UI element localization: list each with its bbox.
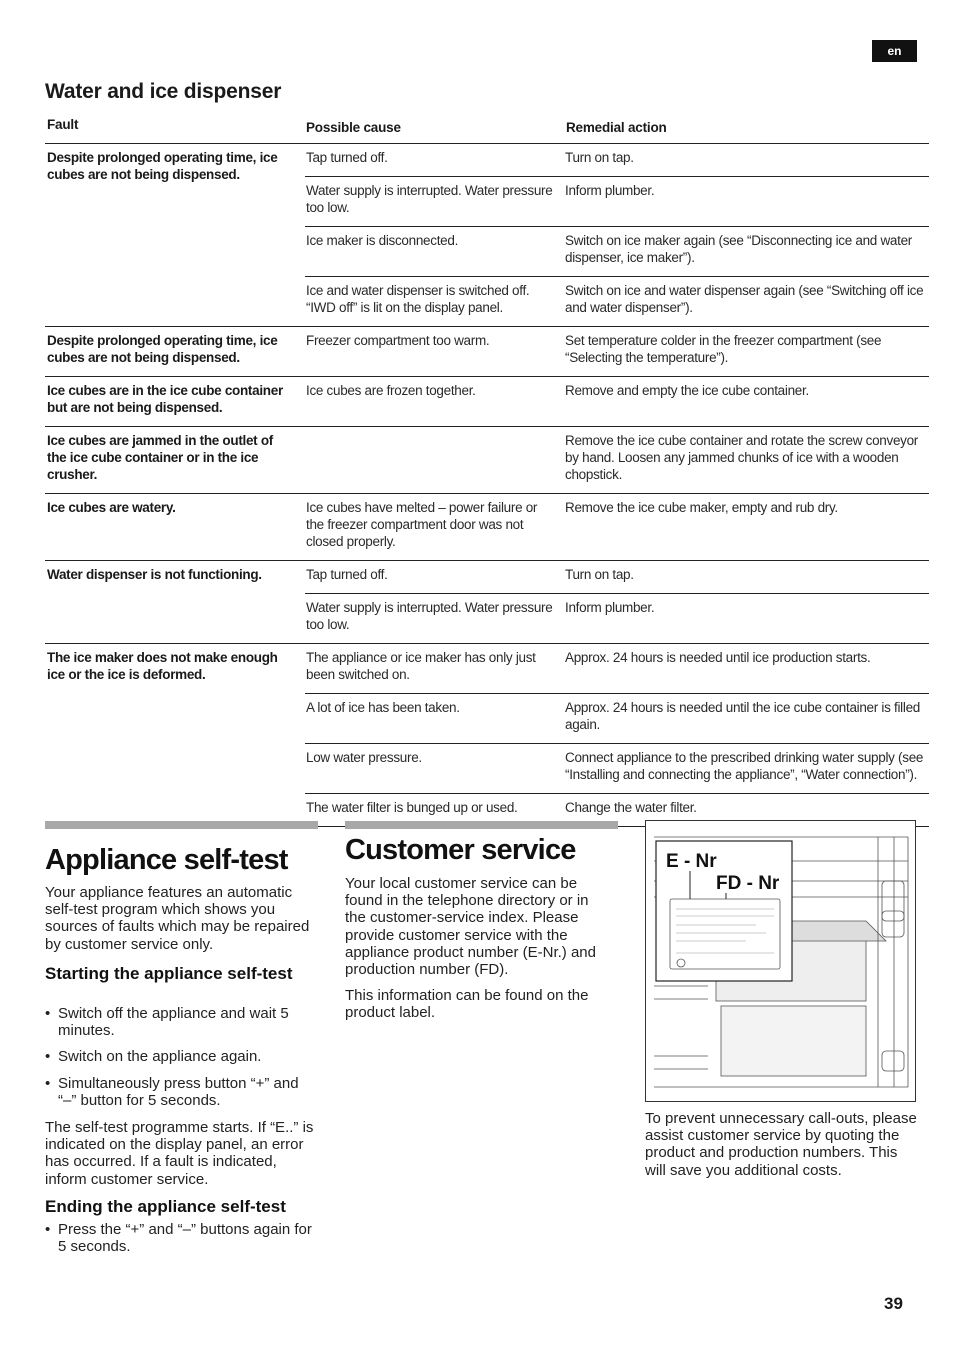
cause-cell: Water supply is interrupted. Water pressure too low. <box>306 183 553 215</box>
table-row <box>305 427 929 493</box>
fault-group <box>45 427 929 494</box>
table-row <box>305 743 929 793</box>
header-action: Remedial action <box>566 120 667 135</box>
cause-cell: The water filter is bunged up or used. <box>306 800 518 815</box>
table-row <box>305 327 929 376</box>
action-cell: Change the water filter. <box>565 800 697 815</box>
table-row <box>305 494 929 560</box>
cause-cell: Water supply is interrupted. Water pressure too low. <box>306 600 553 632</box>
section-bar-customer-service <box>345 821 618 829</box>
self-test-result-text: The self-test programme starts. If “E..” is indicated on the display panel, an error has occurred. If a fault is indicated, inform customer service. <box>45 1119 314 1188</box>
table-row <box>305 693 929 743</box>
cause-cell: The appliance or ice maker has only just been switched on. <box>306 650 536 682</box>
fault-cell: Ice cubes are watery. <box>47 500 176 515</box>
fault-cell: Water dispenser is not functioning. <box>47 567 262 582</box>
table-row <box>305 644 929 693</box>
table-row <box>305 561 929 593</box>
action-cell: Turn on tap. <box>565 150 634 165</box>
fault-cell: Ice cubes are jammed in the outlet of the ice cube container or in the ice crusher. <box>47 433 273 482</box>
action-cell: Set temperature colder in the freezer compartment (see “Selecting the temperature”). <box>565 333 882 365</box>
list-item: • Switch on the appliance again. <box>45 1048 315 1065</box>
action-cell: Approx. 24 hours is needed until the ice cube container is filled again. <box>565 700 920 732</box>
customer-service-note: To prevent unnecessary call-outs, please assist customer service by quoting the product and production numbers. This will save you additional costs. <box>645 1110 917 1179</box>
action-cell: Remove the ice cube maker, empty and rub dry. <box>565 500 838 515</box>
table-row <box>305 593 929 643</box>
action-cell: Approx. 24 hours is needed until ice production starts. <box>565 650 871 665</box>
section-title-water-ice: Water and ice dispenser <box>45 80 282 103</box>
action-cell: Inform plumber. <box>565 600 655 615</box>
cause-cell <box>305 427 565 493</box>
customer-service-title: Customer service <box>345 834 576 866</box>
self-test-intro: Your appliance features an automatic self-test program which shows you sources of faults which may be repaired by customer service only. <box>45 884 310 953</box>
fault-cell: Ice cubes are in the ice cube container but are not being dispensed. <box>47 383 283 415</box>
customer-service-text: Your local customer service can be found in the telephone directory or in the customer-service index. Please provide customer service with the appliance product number (E-Nr.) and production number (FD). <box>345 875 596 979</box>
page-number: 39 <box>884 1294 903 1313</box>
table-row <box>305 226 929 276</box>
self-test-title: Appliance self-test <box>45 844 288 876</box>
cause-cell: Low water pressure. <box>306 750 422 765</box>
fault-group <box>45 644 929 827</box>
fault-table <box>45 115 929 827</box>
action-cell: Remove and empty the ice cube container. <box>565 383 809 398</box>
cause-cell: Ice cubes have melted – power failure or the freezer compartment door was not closed properly. <box>306 500 538 549</box>
label-enr: E - Nr <box>666 851 717 872</box>
fault-group <box>45 377 929 427</box>
cause-cell: Ice and water dispenser is switched off. “IWD off” is lit on the display panel. <box>306 283 530 315</box>
fridge-interior-drawing <box>646 821 916 1102</box>
table-row <box>305 276 929 326</box>
start-steps-list <box>45 1005 315 1118</box>
action-cell: Remove the ice cube container and rotate the screw conveyor by hand. Loosen any jammed chunks of ice with a wooden chopstick. <box>565 433 919 482</box>
action-cell: Switch on ice maker again (see “Disconnecting ice and water dispenser, ice maker”). <box>565 233 912 265</box>
fault-table-header <box>45 115 929 144</box>
language-badge: en <box>872 40 917 62</box>
fault-cell: Despite prolonged operating time, ice cubes are not being dispensed. <box>47 333 278 365</box>
fault-table-body <box>45 144 929 827</box>
list-item: • Switch off the appliance and wait 5 minutes. <box>45 1005 315 1039</box>
table-row <box>305 144 929 176</box>
cause-cell: Freezer compartment too warm. <box>306 333 490 348</box>
list-item: • Simultaneously press button “+” and “–” button for 5 seconds. <box>45 1075 315 1109</box>
fault-cell: The ice maker does not make enough ice or the ice is deformed. <box>47 650 278 682</box>
table-row <box>305 176 929 226</box>
section-bar-self-test <box>45 821 318 829</box>
action-cell: Inform plumber. <box>565 183 655 198</box>
end-self-test-heading: Ending the appliance self-test <box>45 1197 286 1216</box>
action-cell: Switch on ice and water dispenser again (see “Switching off ice and water dispenser”). <box>565 283 924 315</box>
fault-group <box>45 494 929 561</box>
label-fdnr: FD - Nr <box>716 873 780 894</box>
fault-group <box>45 144 929 327</box>
header-fault: Fault <box>47 117 79 132</box>
product-label-illustration <box>645 820 916 1102</box>
fault-cell: Despite prolonged operating time, ice cubes are not being dispensed. <box>47 150 278 182</box>
list-item: • Press the “+” and “–” buttons again for 5 seconds. <box>45 1221 315 1255</box>
action-cell: Connect appliance to the prescribed drinking water supply (see “Installing and connecting the appliance”, “Water connection”). <box>565 750 924 782</box>
cause-cell: Tap turned off. <box>306 567 388 582</box>
table-row <box>305 377 929 409</box>
cause-cell: A lot of ice has been taken. <box>306 700 460 715</box>
product-label-text: This information can be found on the product label. <box>345 987 589 1022</box>
header-cause: Possible cause <box>306 120 401 135</box>
cause-cell: Ice cubes are frozen together. <box>306 383 476 398</box>
cause-cell: Tap turned off. <box>306 150 388 165</box>
end-steps-list <box>45 1221 315 1264</box>
fault-group <box>45 561 929 644</box>
cause-cell: Ice maker is disconnected. <box>306 233 459 248</box>
action-cell: Turn on tap. <box>565 567 634 582</box>
fault-group <box>45 327 929 377</box>
start-self-test-heading: Starting the appliance self-test <box>45 964 293 983</box>
